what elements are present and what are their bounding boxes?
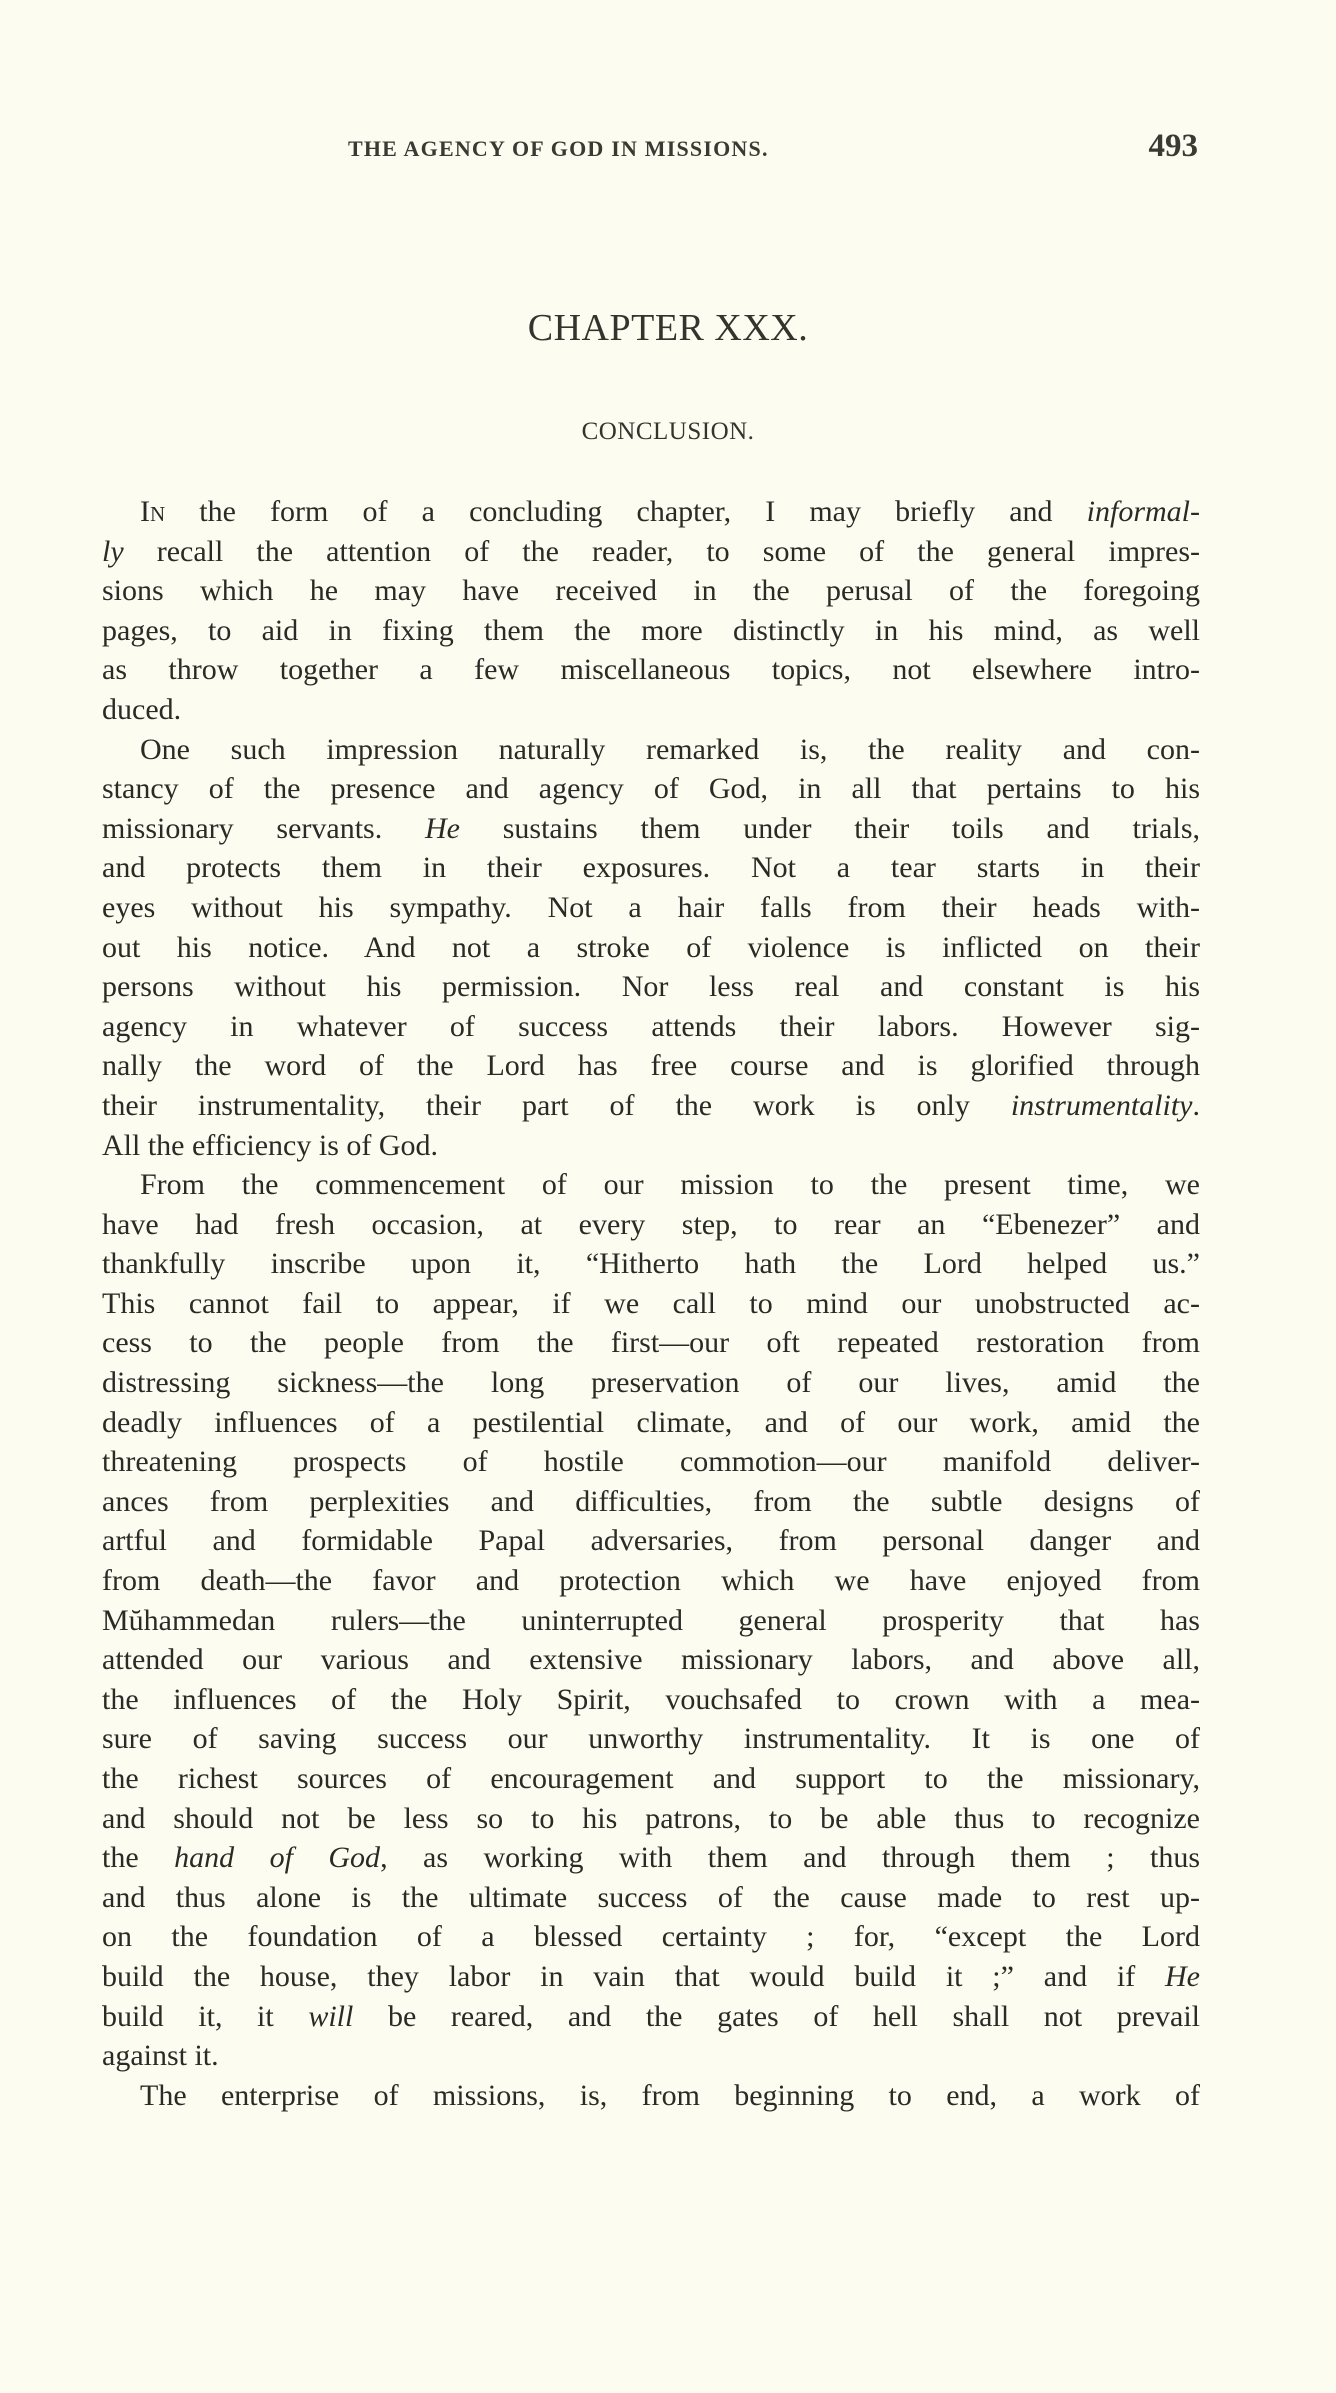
text-run: , as working with them and through them ; thus bbox=[380, 1841, 1201, 1875]
text-line bbox=[102, 492, 1200, 532]
text-run: sure of saving success our unworthy instrumentality. It is one of bbox=[102, 1722, 1200, 1756]
text-run: the influences of the Holy Spirit, vouchsafed to crown with a mea- bbox=[102, 1682, 1200, 1716]
chapter-title: CHAPTER XXX. bbox=[527, 307, 809, 349]
text-line bbox=[102, 1561, 1200, 1601]
running-head: THE AGENCY OF GOD IN MISSIONS. bbox=[348, 136, 769, 161]
italic-text: will bbox=[308, 1999, 354, 2033]
text-run: thankfully inscribe upon it, “Hitherto hath the Lord helped us.” bbox=[102, 1247, 1200, 1281]
text-run: recall the attention of the reader, to some of the general impres- bbox=[123, 534, 1200, 568]
text-run: threatening prospects of hostile commotion—our manifold deliver- bbox=[102, 1445, 1200, 1479]
chapter-subtitle: CONCLUSION. bbox=[581, 418, 755, 445]
text-line bbox=[102, 690, 1200, 730]
text-line bbox=[102, 1878, 1200, 1918]
text-run: and protects them in their exposures. Not a tear starts in their bbox=[102, 851, 1200, 885]
body-text bbox=[102, 492, 1200, 2115]
text-run: deadly influences of a pestilential climate, and of our work, amid the bbox=[102, 1405, 1200, 1439]
text-line bbox=[102, 1680, 1200, 1720]
text-run: the bbox=[102, 1841, 175, 1875]
text-run: . bbox=[1192, 1088, 1200, 1122]
text-line bbox=[102, 1205, 1200, 1245]
text-run: out his notice. And not a stroke of violence is inflicted on their bbox=[102, 930, 1200, 964]
text-run: From the commencement of our mission to the present time, we bbox=[140, 1168, 1200, 1202]
text-run: Mŭhammedan rulers—the uninterrupted general prosperity that has bbox=[102, 1603, 1200, 1637]
text-run: nally the word of the Lord has free course and is glorified through bbox=[102, 1049, 1200, 1083]
text-run: the form of a concluding chapter, I may briefly and bbox=[165, 495, 1087, 528]
text-run: eyes without his sympathy. Not a hair falls from their heads with- bbox=[102, 890, 1200, 924]
text-line bbox=[102, 928, 1200, 968]
text-line bbox=[102, 2036, 1200, 2076]
text-run: This cannot fail to appear, if we call to mind our unobstructed ac- bbox=[102, 1286, 1200, 1320]
text-line bbox=[102, 1521, 1200, 1561]
text-run: the richest sources of encouragement and support to the missionary, bbox=[102, 1762, 1200, 1795]
text-line bbox=[102, 1799, 1200, 1839]
text-line bbox=[102, 1363, 1200, 1403]
italic-text: instrumentality bbox=[1010, 1088, 1193, 1122]
text-run: sustains them under their toils and trials, bbox=[459, 811, 1200, 845]
text-line bbox=[102, 1640, 1200, 1680]
page-header bbox=[348, 128, 1198, 168]
text-run: from death—the favor and protection which we have enjoyed from bbox=[102, 1564, 1200, 1598]
paragraph bbox=[102, 492, 1200, 730]
text-line bbox=[102, 809, 1200, 849]
text-line bbox=[102, 1917, 1200, 1957]
text-run: build it, it bbox=[102, 1999, 309, 2033]
text-line bbox=[102, 1601, 1200, 1641]
text-line bbox=[102, 967, 1200, 1007]
text-run: and should not be less so to his patrons, to be able thus to recognize bbox=[102, 1801, 1200, 1835]
text-run: ances from perplexities and difficulties, from the subtle designs of bbox=[102, 1484, 1200, 1518]
text-line bbox=[102, 1126, 1200, 1166]
text-run: be reared, and the gates of hell shall not prevail bbox=[353, 1999, 1200, 2033]
text-run: have had fresh occasion, at every step, to rear an “Ebenezer” and bbox=[102, 1207, 1200, 1241]
text-line bbox=[102, 1323, 1200, 1363]
text-run: their instrumentality, their part of the work is only bbox=[102, 1088, 1011, 1122]
text-run: as throw together a few miscellaneous topics, not elsewhere intro- bbox=[102, 653, 1200, 687]
text-run: against it. bbox=[102, 2039, 219, 2073]
text-line bbox=[102, 1086, 1200, 1126]
text-line bbox=[102, 730, 1200, 770]
text-line bbox=[102, 1838, 1200, 1878]
paragraph bbox=[102, 1165, 1200, 2076]
text-run: artful and formidable Papal adversaries, from personal danger and bbox=[102, 1524, 1200, 1558]
text-line bbox=[102, 1007, 1200, 1047]
italic-text: hand of God bbox=[174, 1841, 381, 1875]
page-number: 493 bbox=[1148, 128, 1198, 164]
text-run: agency in whatever of success attends their labors. However sig- bbox=[102, 1009, 1200, 1043]
text-run: persons without his permission. Nor less real and constant is his bbox=[102, 970, 1200, 1004]
text-run: missionary servants. bbox=[102, 811, 425, 845]
text-run: distressing sickness—the long preservation of our lives, amid the bbox=[102, 1366, 1200, 1400]
text-line bbox=[102, 1997, 1200, 2037]
italic-text: ly bbox=[102, 534, 124, 568]
text-run: on the foundation of a blessed certainty ; for, “except the Lord bbox=[102, 1920, 1200, 1954]
text-line bbox=[102, 1165, 1200, 1205]
text-line bbox=[102, 1759, 1200, 1799]
paragraph bbox=[102, 730, 1200, 1166]
italic-text: He bbox=[424, 811, 460, 845]
text-line bbox=[102, 1046, 1200, 1086]
italic-text: He bbox=[1165, 1959, 1200, 1993]
text-run: duced. bbox=[102, 692, 182, 726]
text-line bbox=[102, 650, 1200, 690]
text-line bbox=[102, 1403, 1200, 1443]
text-run: build the house, they labor in vain that would build it ;” and if bbox=[102, 1959, 1166, 1993]
text-run: attended our various and extensive missionary labors, and above all, bbox=[102, 1643, 1200, 1677]
text-line bbox=[102, 1442, 1200, 1482]
text-line bbox=[102, 611, 1200, 651]
text-run: stancy of the presence and agency of God, in all that pertains to his bbox=[102, 772, 1200, 806]
text-run: The enterprise of missions, is, from beginning to end, a work of bbox=[140, 2078, 1200, 2112]
text-run: In bbox=[140, 495, 166, 528]
text-run: One such impression naturally remarked is, the reality and con- bbox=[140, 732, 1200, 766]
italic-text: informal- bbox=[1086, 495, 1200, 528]
text-line bbox=[102, 532, 1200, 572]
text-line bbox=[102, 1482, 1200, 1522]
text-run: cess to the people from the first—our oft repeated restoration from bbox=[102, 1326, 1200, 1360]
text-run: pages, to aid in fixing them the more distinctly in his mind, as well bbox=[102, 613, 1200, 647]
text-run: and thus alone is the ultimate success of the cause made to rest up- bbox=[102, 1880, 1200, 1914]
text-line bbox=[102, 888, 1200, 928]
text-run: All the efficiency is of God. bbox=[102, 1128, 439, 1162]
text-line bbox=[102, 1957, 1200, 1997]
text-line bbox=[102, 1284, 1200, 1324]
paragraph bbox=[102, 2076, 1200, 2116]
text-run: sions which he may have received in the perusal of the foregoing bbox=[102, 574, 1200, 608]
text-line bbox=[102, 2076, 1200, 2116]
text-line bbox=[102, 848, 1200, 888]
text-line bbox=[102, 1719, 1200, 1759]
text-line bbox=[102, 1244, 1200, 1284]
text-line bbox=[102, 571, 1200, 611]
text-line bbox=[102, 769, 1200, 809]
